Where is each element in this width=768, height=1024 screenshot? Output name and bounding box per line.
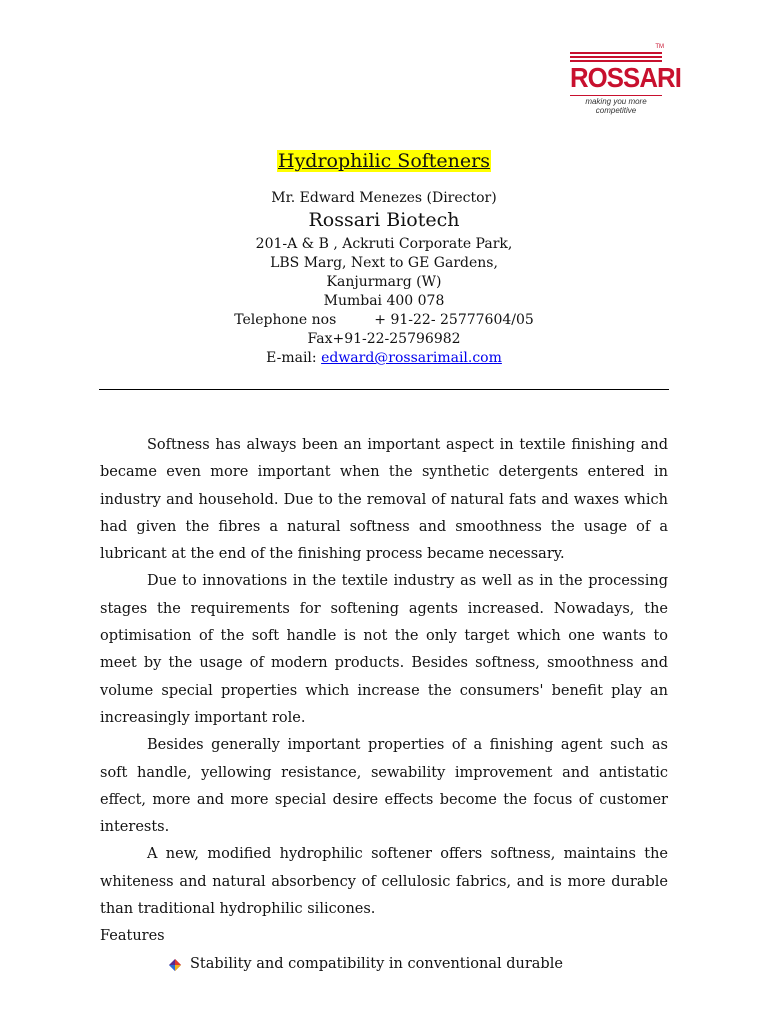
body-paragraph: Due to innovations in the textile industry as well as in the processing stages the requirements for softening agents increased. Nowadays, the optimisation of the soft handle is not the only target which one wants to meet by the usage of modern products. Besides softness, smoothness and volume special properties which increase the consumers' benefit play an increasingly important role. — [100, 573, 668, 726]
feature-list-item — [100, 951, 668, 978]
logo-underline — [570, 95, 662, 96]
email-line — [0, 349, 768, 368]
body-paragraph: Besides generally important properties of a finishing agent such as soft handle, yellowing resistance, sewability improvement and antistatic effect, more and more special desire effects become the focus of customer interests. — [100, 737, 668, 836]
fax-line: Fax+91-22-25796982 — [307, 331, 461, 347]
contact-name: Mr. Edward Menezes (Director) — [271, 190, 497, 206]
address-line: LBS Marg, Next to GE Gardens, — [270, 255, 498, 271]
title-text: Hydrophilic Softeners — [278, 150, 490, 172]
rossari-logo — [566, 44, 681, 115]
telephone-line — [0, 311, 768, 330]
logo-wordmark: ROSSARI — [570, 62, 681, 93]
contact-address-block — [0, 235, 768, 368]
body-paragraph: A new, modified hydrophilic softener offers softness, maintains the whiteness and natural absorbency of cellulosic fabrics, and is more durable than traditional hydrophilic silicones. — [100, 846, 668, 918]
feature-text: Stability and compatibility in conventional durable — [190, 955, 563, 972]
address-line: Kanjurmarg (W) — [326, 274, 442, 290]
features-heading: Features — [100, 928, 165, 945]
address-line: Mumbai 400 078 — [323, 293, 445, 309]
document-title — [0, 150, 768, 172]
address-line: 201-A & B , Ackruti Corporate Park, — [255, 236, 513, 252]
diamond-bullet-icon — [169, 959, 181, 971]
horizontal-divider — [99, 389, 669, 390]
telephone-label: Telephone nos — [234, 312, 337, 328]
email-label: E-mail: — [266, 350, 322, 366]
body-paragraph: Softness has always been an important aspect in textile finishing and became even more important when the synthetic detergents entered in industry and household. Due to the removal of natural fats and waxes which had given the fibres a natural softness and smoothness the usage of a lubricant at the end of the finishing process became necessary. — [100, 437, 668, 563]
trademark-mark: TM — [655, 44, 664, 50]
company-name: Rossari Biotech — [308, 209, 460, 231]
telephone-number: + 91-22- 25777604/05 — [374, 312, 534, 328]
document-body — [100, 432, 668, 978]
logo-tagline: making you more competitive — [585, 97, 647, 115]
email-link[interactable]: edward@rossarimail.com — [321, 350, 502, 366]
